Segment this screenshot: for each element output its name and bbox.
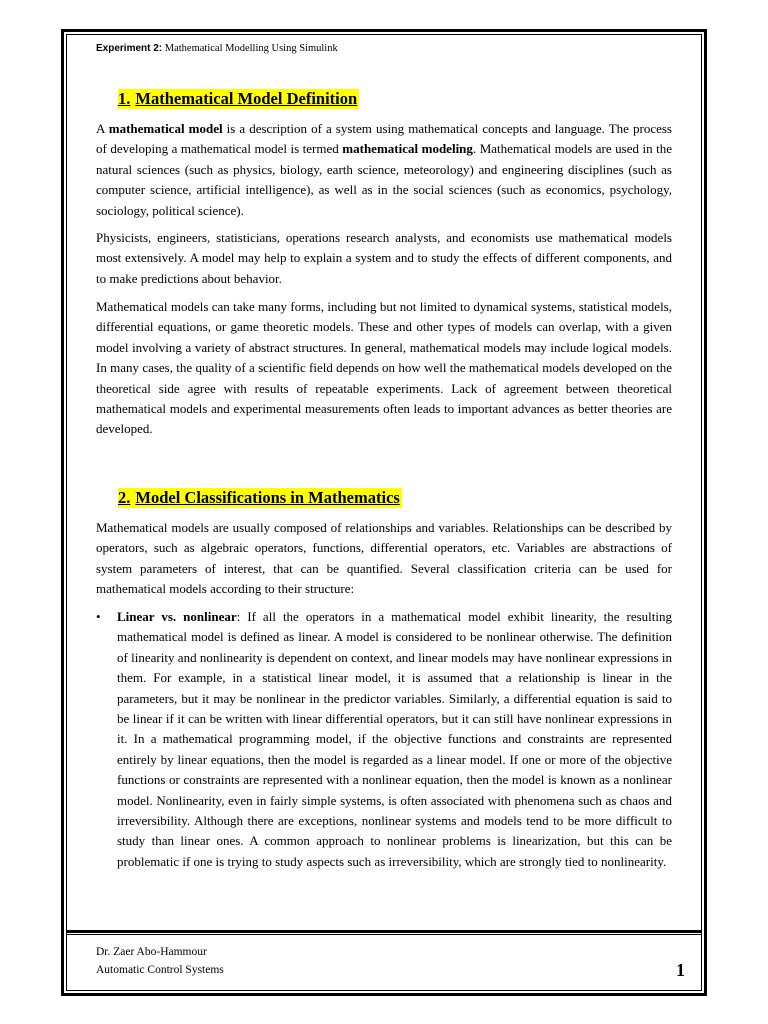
footer-author: Dr. Zaer Abo-Hammour [96, 946, 207, 958]
paragraph: Physicists, engineers, statisticians, operations research analysts, and economists use mathematical models most extensively. A model may help to explain a system and to study the effects of different components, and to make predictions about behavior. [96, 230, 672, 286]
document-header [96, 43, 338, 54]
bullet-text [117, 607, 672, 872]
experiment-label: Experiment 2: [96, 43, 163, 54]
paragraph [96, 119, 672, 221]
footer-divider-thin [66, 934, 702, 935]
text-run: A [96, 121, 109, 136]
bold-term: Linear vs. nonlinear [117, 609, 237, 624]
bullet-marker: • [96, 609, 101, 624]
text-run: : If all the operators in a mathematical model exhibit linearity, the resulting mathematical model is defined as linear. A model is considered to be nonlinear otherwise. The definition of linearity and nonlinearity is dependent on context, and linear models may have nonlinear expressions in them. For example, in a statistical linear model, it is assumed that a relationship is linear in the parameters, but it may be nonlinear in the predictor variables. Similarly, a differential equation is said to be linear if it can be written with linear differential operators, but it can still have nonlinear expressions in it. In a mathematical programming model, if the objective functions and constraints are represented entirely by linear equations, then the model is regarded as a linear model. If one or more of the objective functions or constraints are represented with a nonlinear equation, then the model is known as a nonlinear model. Nonlinearity, even in fairly simple systems, is often associated with phenomena such as chaos and irreversibility. Although there are exceptions, nonlinear systems and models tend to be more difficult to study than linear ones. A common approach to nonlinear problems is linearization, but this can be problematic if one is trying to study aspects such as irreversibility, which are strongly tied to nonlinearity. [117, 609, 672, 869]
section-title: Model Classifications in Mathematics [135, 488, 400, 507]
section-number: 2. [118, 488, 131, 507]
footer-divider [66, 930, 702, 933]
paragraph: Mathematical models are usually composed of relationships and variables. Relationships can be described by operators, such as algebraic operators, functions, differential operators, etc. Variables are abstractions of system parameters of interest, that can be quantified. Several classification criteria can be used for mathematical models according to their structure: [96, 520, 672, 597]
section-heading-2 [118, 488, 402, 508]
section-number: 1. [118, 89, 131, 108]
section-heading-1 [118, 89, 359, 109]
experiment-title: Mathematical Modelling Using Simulink [164, 43, 338, 54]
section-title: Mathematical Model Definition [135, 89, 358, 108]
paragraph: Mathematical models can take many forms, including but not limited to dynamical systems, statistical models, differential equations, or game theoretic models. These and other types of models can overlap, with a given model involving a variety of abstract structures. In general, mathematical models may include logical models. In many cases, the quality of a scientific field depends on how well the mathematical models developed on the theoretical side agree with results of repeatable experiments. Lack of agreement between theoretical mathematical models and experimental measurements often leads to important advances as better theories are developed. [96, 299, 672, 437]
bold-term: mathematical modeling [342, 141, 473, 157]
page-number: 1 [676, 960, 685, 980]
bold-term: mathematical model [108, 121, 223, 136]
text-run: . Mathematical models are used in the natural sciences (such as physics, biology, earth science, meteorology) and engineering disciplines (such as computer science, artificial intelligence), as well as in the social sciences (such as economics, psychology, sociology, political science). [96, 141, 673, 218]
footer-course: Automatic Control Systems [96, 964, 224, 976]
text-run: is a description of a system using mathematical concepts and language. The process of developing a mathematical model is termed [96, 121, 672, 157]
